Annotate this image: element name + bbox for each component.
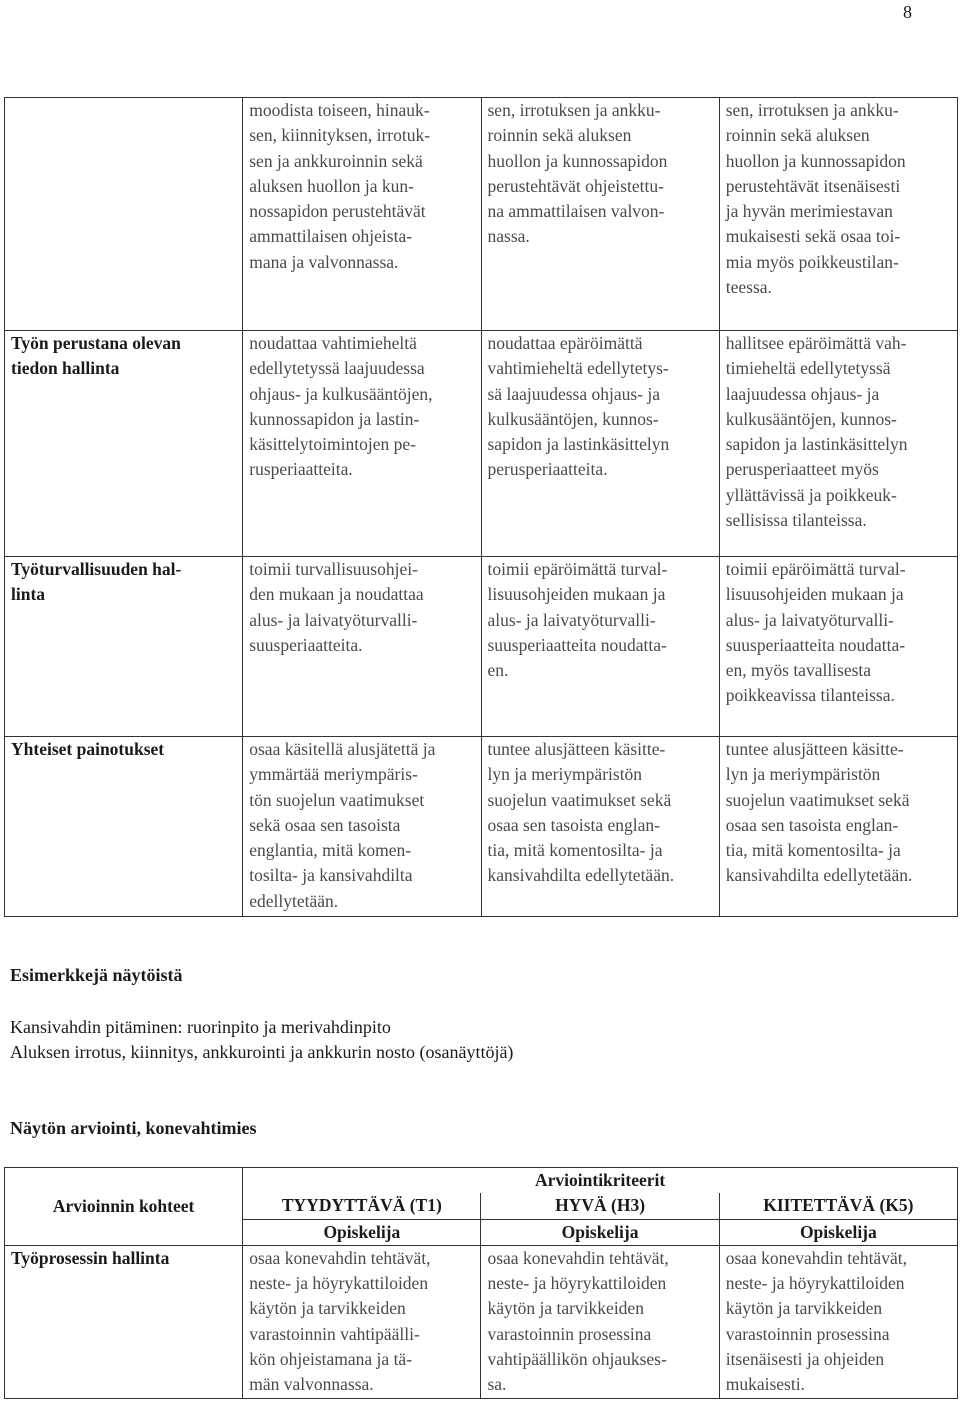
row-label: Työprosessin hallinta xyxy=(5,1245,243,1398)
targets-header: Arvioinnin kohteet xyxy=(5,1168,243,1246)
cell-k5: tuntee alusjätteen käsitte- lyn ja meriympäristön suojelun vaatimukset sekä osaa sen tasoista englan- tia, mitä komentosilta- ja kansivahdilta edellytetään. xyxy=(719,737,957,917)
cell-t1: osaa konevahdin tehtävät, neste- ja höyrykattiloiden käytön ja tarvikkeiden varastoinnin vahtipäälli- kön ohjeistamana ja tä- män valvonnassa. xyxy=(243,1245,481,1398)
cell-k5: hallitsee epäröimättä vah- timieheltä edellytetyssä laajuudessa ohjaus- ja kulkusääntöjen, kunnos- sapidon ja lastinkäsittelyn perusperiaatteet myös yllättävissä ja poikkeuk- sellisissa tilanteissa. xyxy=(719,331,957,557)
cell-t1: noudattaa vahtimieheltä edellytetyssä laajuudessa ohjaus- ja kulkusääntöjen, kunnossapidon ja lastin- käsittelytoimintojen pe- rusperiaatteita. xyxy=(243,331,481,557)
examples-heading: Esimerkkejä näytöistä xyxy=(10,965,183,985)
level-k5: KIITETTÄVÄ (K5) xyxy=(719,1193,957,1219)
cell-k5: osaa konevahdin tehtävät, neste- ja höyrykattiloiden käytön ja tarvikkeiden varastoinnin prosessina itsenäisesti ja ohjeiden mukaisesti. xyxy=(719,1245,957,1398)
table-row xyxy=(5,98,958,331)
table-row xyxy=(5,737,958,917)
row-label xyxy=(5,98,243,331)
example-line: Kansivahdin pitäminen: ruorinpito ja merivahdinpito xyxy=(10,1017,391,1037)
student-subheader: Opiskelija xyxy=(481,1219,719,1245)
student-subheader: Opiskelija xyxy=(243,1219,481,1245)
criteria-table-continued xyxy=(4,97,958,917)
table-row xyxy=(5,1245,958,1398)
cell-t1: moodista toiseen, hinauk- sen, kiinnityksen, irrotuk- sen ja ankkuroinnin sekä aluksen huollon ja kun- nossapidon perustehtävät ammattilaisen ohjeista- mana ja valvonnassa. xyxy=(243,98,481,331)
row-label: Yhteiset painotukset xyxy=(5,737,243,917)
table-header-row xyxy=(5,1168,958,1194)
example-line: Aluksen irrotus, kiinnitys, ankkurointi ja ankkurin nosto (osanäyttöjä) xyxy=(10,1042,514,1062)
student-subheader: Opiskelija xyxy=(719,1219,957,1245)
cell-k5: sen, irrotuksen ja ankku- roinnin sekä aluksen huollon ja kunnossapidon perustehtävät itsenäisesti ja hyvän merimiestavan mukaisesti sekä osaa toi- mia myös poikkeustilan- teessa. xyxy=(719,98,957,331)
cell-t1: osaa käsitellä alusjätettä ja ymmärtää meriympäris- tön suojelun vaatimukset sekä osaa sen tasoista englantia, mitä komen- tosilta- ja kansivahdilta edellytetään. xyxy=(243,737,481,917)
cell-t1: toimii turvallisuusohjei- den mukaan ja noudattaa alus- ja laivatyöturvalli- suusperiaatteita. xyxy=(243,557,481,737)
criteria-title: Arviointikriteerit xyxy=(243,1168,958,1194)
table-row xyxy=(5,557,958,737)
row-label: Työn perustana olevan tiedon hallinta xyxy=(5,331,243,557)
assessment-table xyxy=(4,1167,958,1399)
cell-h3: toimii epäröimättä turval- lisuusohjeiden mukaan ja alus- ja laivatyöturvalli- suusperiaatteita noudatta- en. xyxy=(481,557,719,737)
level-h3: HYVÄ (H3) xyxy=(481,1193,719,1219)
row-label: Työturvallisuuden hal- linta xyxy=(5,557,243,737)
assessment-heading: Näytön arviointi, konevahtimies xyxy=(10,1118,257,1138)
level-t1: TYYDYTTÄVÄ (T1) xyxy=(243,1193,481,1219)
table-row xyxy=(5,331,958,557)
cell-h3: osaa konevahdin tehtävät, neste- ja höyrykattiloiden käytön ja tarvikkeiden varastoinnin prosessina vahtipäällikön ohjaukses- sa. xyxy=(481,1245,719,1398)
cell-h3: tuntee alusjätteen käsitte- lyn ja meriympäristön suojelun vaatimukset sekä osaa sen tasoista englan- tia, mitä komentosilta- ja kansivahdilta edellytetään. xyxy=(481,737,719,917)
page-number: 8 xyxy=(903,2,912,22)
cell-h3: sen, irrotuksen ja ankku- roinnin sekä aluksen huollon ja kunnossapidon perustehtävät ohjeistettu- na ammattilaisen valvon- nassa. xyxy=(481,98,719,331)
cell-k5: toimii epäröimättä turval- lisuusohjeiden mukaan ja alus- ja laivatyöturvalli- suusperiaatteita noudatta- en, myös tavallisesta poikkeavissa tilanteissa. xyxy=(719,557,957,737)
cell-h3: noudattaa epäröimättä vahtimieheltä edellytetys- sä laajuudessa ohjaus- ja kulkusääntöjen, kunnos- sapidon ja lastinkäsittelyn perusperiaatteita. xyxy=(481,331,719,557)
